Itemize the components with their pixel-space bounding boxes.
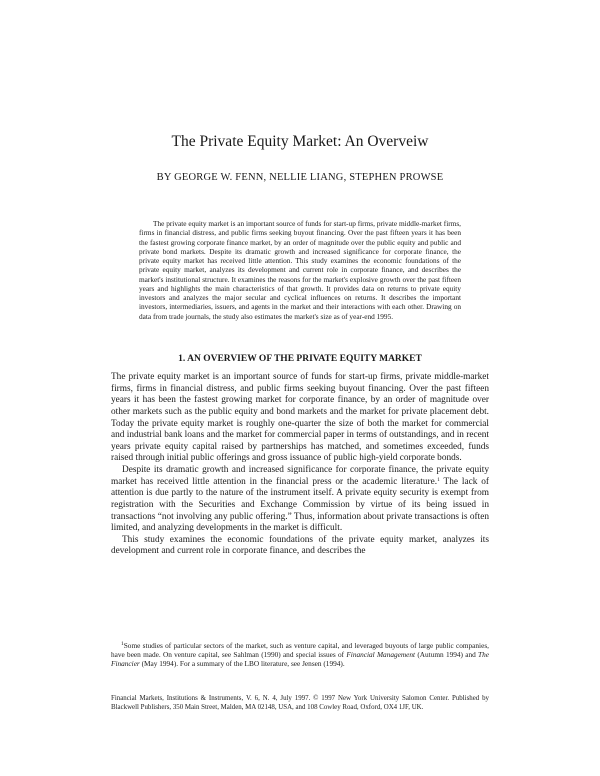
paper-title: The Private Equity Market: An Overveiw	[171, 133, 429, 150]
footnote	[111, 641, 489, 669]
publisher-line: Financial Markets, Institutions & Instruments, V. 6, N. 4, July 1997. © 1997 New York University Salomon Center. Published by Blackwell Publishers, 350 Main Street, Malden, MA 02148, USA, and 108 Cowley Road, Oxford, OX4 1JF, UK.	[111, 695, 489, 712]
footnote-journal-1: Financial Management	[346, 650, 416, 660]
footnote-text-3: (May 1994). For a summary of the LBO literature, see Jensen (1994).	[139, 659, 345, 669]
section-heading: 1. AN OVERVIEW OF THE PRIVATE EQUITY MARKET	[178, 354, 422, 364]
paragraph-2-text-a: Despite its dramatic growth and increased significance for corporate finance, the private equity market has received little attention in the financial press or the academic literature.	[111, 465, 489, 487]
abstract: The private equity market is an important source of funds for start-up firms, private middle-market firms, firms in financial distress, and public firms seeking buyout financing. Over the past fifteen years it has been the fastest growing corporate finance market, by an order of magnitude over the public equity and public and private bond markets. Despite its dramatic growth and increased significance for corporate finance, the private equity market has received little attention. This study examines the economic foundations of the private equity market, analyzes its development and current role in corporate finance, and describes the market's institutional structure. It examines the reasons for the market's explosive growth over the past fifteen years and highlights the main characteristics of that growth. It provides data on returns to private equity investors and analyzes the major secular and cyclical influences on returns. It describes the important investors, intermediaries, issuers, and agents in the market and their interactions with each other. Drawing on data from trade journals, the study also estimates the market's size as of year-end 1995.	[139, 219, 461, 321]
paragraph-2-text-b: The lack of attention is due partly to the nature of the instrument itself. A private equity security is exempt from registration with the Securities and Exchange Commission by virtue of its being issued in transactions “not involving any public offering.” Thus, information about private transactions is often limited, and analyzing developments in the market is difficult.	[111, 476, 489, 534]
footnote-reference: 1	[437, 476, 440, 483]
footnote-mark: 1	[121, 641, 124, 647]
footnote-text-1: Some studies of particular sectors of the market, such as venture capital, and leveraged buyouts of large public companies, have been made. On venture capital, see Sahlman (1990) and special issues of	[111, 641, 489, 660]
footnote-journal-2: The Financier	[111, 650, 489, 669]
body-paragraph-1: The private equity market is an important source of funds for start-up firms, private middle-market firms, firms in financial distress, and public firms seeking buyout financing. Over the past fifteen years it has been the fastest growing market for corporate finance, by an order of magnitude over other markets such as the public equity and bond markets and the market for private placement debt. Today the private equity market is roughly one-quarter the size of both the market for commercial and industrial bank loans and the market for commercial paper in terms of outstandings, and in recent years private equity capital raised by partnerships has matched, and sometimes exceeded, funds raised through initial public offerings and gross issuance of public high-yield corporate bonds.	[111, 372, 489, 464]
body-paragraph-2	[111, 465, 489, 535]
footnote-text-2: (Autumn 1994) and	[415, 650, 479, 660]
body-paragraph-3: This study examines the economic foundations of the private equity market, analyzes its development and current role in corporate finance, and describes the	[111, 534, 489, 557]
body-text	[111, 372, 489, 558]
author-line: BY GEORGE W. FENN, NELLIE LIANG, STEPHEN PROWSE	[156, 172, 444, 183]
